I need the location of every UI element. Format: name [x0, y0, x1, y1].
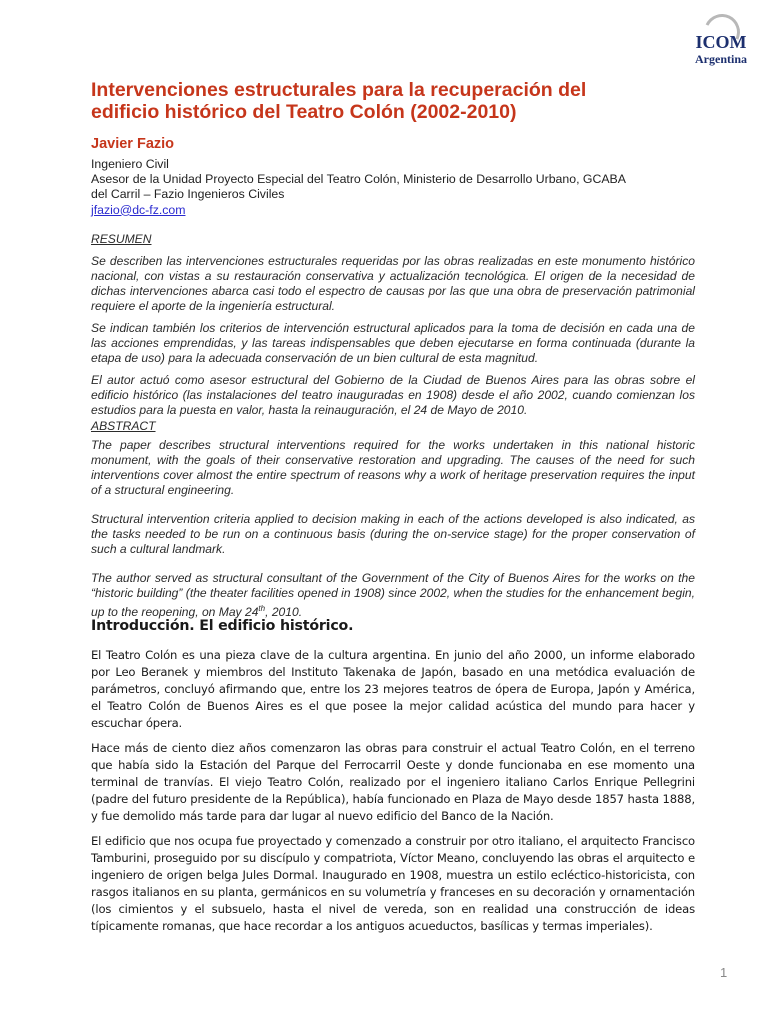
author-email-link[interactable]: jfazio@dc-fz.com [91, 202, 186, 217]
abstract-heading: ABSTRACT [91, 419, 156, 433]
introduction-section [91, 618, 695, 943]
page-number: 1 [720, 965, 728, 980]
resumen-heading: RESUMEN [91, 232, 152, 246]
logo-mark: ICOM [695, 32, 747, 52]
abstract-paragraph-3 [91, 571, 695, 620]
intro-paragraph-3: El edificio que nos ocupa fue proyectado y comenzado a construir por otro italiano, el arquitecto Francisco Tamburini, proseguido por su discípulo y compatriota, Víctor Meano, concluyendo las obras el arquitecto e ingeniero de origen belga Jules Dormal. Inaugurado en 1908, muestra un estilo ecléctico-historicista, con rasgos italianos en su planta, germánicos en su volumetría y franceses en su decoración y ornamentación (los cimientos y el subsuelo, hasta el nivel de vereda, son en realidad una construcción de ideas típicamente romanas, que hace recordar a los antiguos acueductos, basílicas y termas imperiales). [91, 834, 695, 933]
affiliation-line-2: Asesor de la Unidad Proyecto Especial del Teatro Colón, Ministerio de Desarrollo Urbano, GCABA [91, 172, 626, 187]
resumen-paragraph-2: Se indican también los criterios de intervención estructural aplicados para la toma de decisión en cada una de las acciones emprendidas, y las tareas indispensables que deben ejecutarse en forma continuada (durante la etapa de uso) para la adecuada conservación de un bien cultural de esta magnitud. [91, 321, 695, 365]
abstract-section [91, 232, 695, 620]
resumen-paragraph-1: Se describen las intervenciones estructurales requeridas por las obras realizadas en este monumento histórico nacional, con vistas a su restauración conservativa y actualización tecnológica. El origen de la necesidad de dichas intervenciones abarca casi todo el espectro de causas por las que una obra de preservación patrimonial requiere el aporte de la ingeniería estructural. [91, 254, 695, 313]
abstract-p3-end: , 2010. [265, 605, 303, 620]
author-name: Javier Fazio [91, 136, 175, 152]
affiliation-line-1: Ingeniero Civil [91, 157, 169, 171]
logo-country: Argentina [695, 52, 747, 66]
icom-argentina-logo [678, 14, 758, 66]
introduction-heading: Introducción. El edificio histórico. [91, 618, 354, 634]
abstract-p3-superscript: th [258, 604, 266, 613]
abstract-paragraph-2: Structural intervention criteria applied to decision making in each of the actions developed is also indicated, as the tasks needed to be run on a continuous basis (during the on-service stage) for the proper conservation of such a cultural landmark. [91, 512, 695, 556]
affiliation-line-3: del Carril – Fazio Ingenieros Civiles [91, 187, 285, 202]
abstract-p3-text: The author served as structural consultant of the Government of the City of Buenos Aires for the works on the “historic building” (the theater facilities opened in 1908) since 2002, when the studies for the enhancement begin, up to the reopening, on May 24 [91, 571, 695, 620]
intro-paragraph-1: El Teatro Colón es una pieza clave de la cultura argentina. En junio del año 2000, un informe elaborado por Leo Beranek y miembros del Instituto Takenaka de Japón, basado en una metódica evaluación de parámetros, concluyó afirmando que, entre los 23 mejores teatros de ópera de Europa, Japón y América, el Teatro Colón de Buenos Aires es el que posee la mejor calidad acústica del mundo para hacer y escuchar ópera. [91, 648, 695, 730]
paper-title: Intervenciones estructurales para la recuperación del edificio histórico del Teatro Colón (2002-2010) [91, 79, 587, 123]
resumen-paragraph-3: El autor actuó como asesor estructural del Gobierno de la Ciudad de Buenos Aires para las obras sobre el edificio histórico (las instalaciones del teatro inauguradas en 1908) desde el año 2002, cuando comienzan los estudios para la puesta en valor, hasta la reinauguración, el 24 de Mayo de 2010. [91, 373, 695, 417]
intro-paragraph-2: Hace más de ciento diez años comenzaron las obras para construir el actual Teatro Colón, en el terreno que había sido la Estación del Parque del Ferrocarril Oeste y donde funcionaba en ese momento una terminal de tranvías. El viejo Teatro Colón, realizado por el ingeniero italiano Carlos Enrique Pellegrini (padre del futuro presidente de la República), había funcionado en Plaza de Mayo desde 1857 hasta 1888, y fue demolido más tarde para dar lugar al nuevo edificio del Banco de la Nación. [91, 741, 695, 823]
abstract-paragraph-1: The paper describes structural interventions required for the works undertaken in this national historic monument, with the goals of their conservative restoration and upgrading. The causes of the need for such interventions cover almost the entire spectrum of reasons why a work of heritage preservation requires the input of a structural engineering. [91, 438, 695, 497]
author-affiliation [91, 157, 711, 218]
